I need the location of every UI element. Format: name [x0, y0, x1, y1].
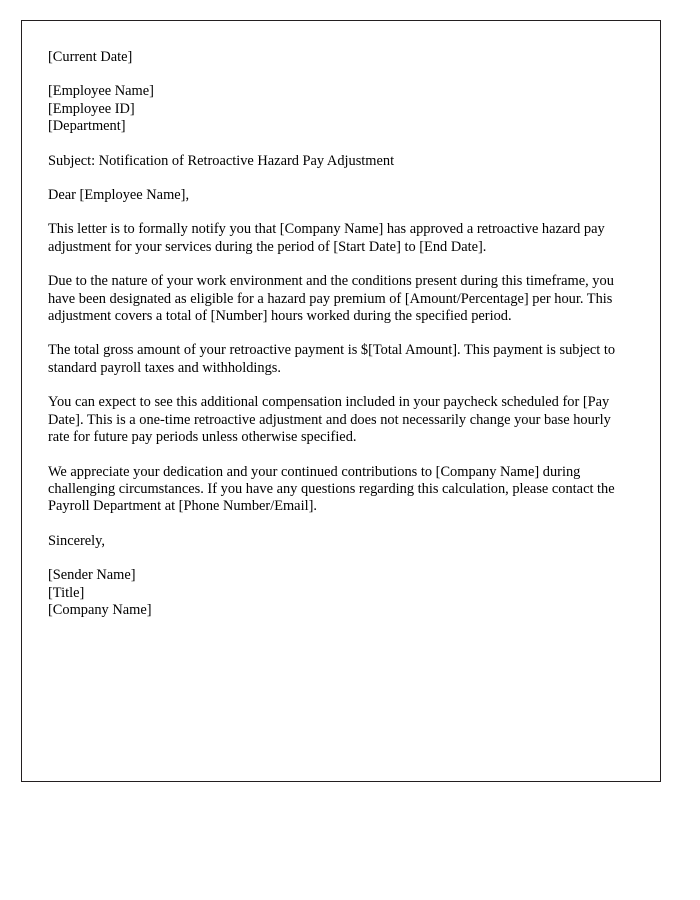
subject-block [48, 153, 630, 170]
salutation-block [48, 187, 630, 204]
sender-title: [Title] [48, 584, 85, 601]
letter-body [48, 49, 630, 619]
body-paragraph-4: You can expect to see this additional compensation included in your paycheck scheduled for [Pay Date]. This is a one-time retroactive adjustment and does not necessarily change your base hourly rate for future pay periods unless otherwise specified. [48, 394, 615, 446]
sender-company-name: [Company Name] [48, 601, 152, 618]
recipient-department: [Department] [48, 118, 126, 135]
sender-name: [Sender Name] [48, 567, 136, 584]
salutation: Dear [Employee Name], [48, 187, 190, 204]
body-paragraph-1: This letter is to formally notify you that [Company Name] has approved a retroactive hazard pay adjustment for your services during the period of [Start Date] to [End Date]. [48, 221, 609, 255]
body-paragraph-5: We appreciate your dedication and your continued contributions to [Company Name] during challenging circumstances. If you have any questions regarding this calculation, please contact the Payroll Department at [Phone Number/Email]. [48, 463, 619, 515]
closing-block [48, 533, 630, 550]
letter-page [21, 20, 661, 782]
recipient-name: [Employee Name] [48, 83, 154, 100]
closing-salutation: Sincerely, [48, 532, 106, 549]
date-block [48, 49, 630, 66]
recipient-employee-id: [Employee ID] [48, 100, 135, 117]
body-paragraph-3: The total gross amount of your retroactive payment is $[Total Amount]. This payment is subject to standard payroll taxes and withholdings. [48, 342, 619, 376]
subject-line: Subject: Notification of Retroactive Hazard Pay Adjustment [48, 152, 395, 169]
recipient-block [48, 83, 630, 135]
current-date: [Current Date] [48, 49, 133, 65]
signature-block [48, 567, 630, 619]
body-paragraph-2: Due to the nature of your work environment and the conditions present during this timeframe, you have been designated as eligible for a hazard pay premium of [Amount/Percentage] per hour. This adjustment covers a total of [Number] hours worked during the specified period. [48, 273, 618, 325]
